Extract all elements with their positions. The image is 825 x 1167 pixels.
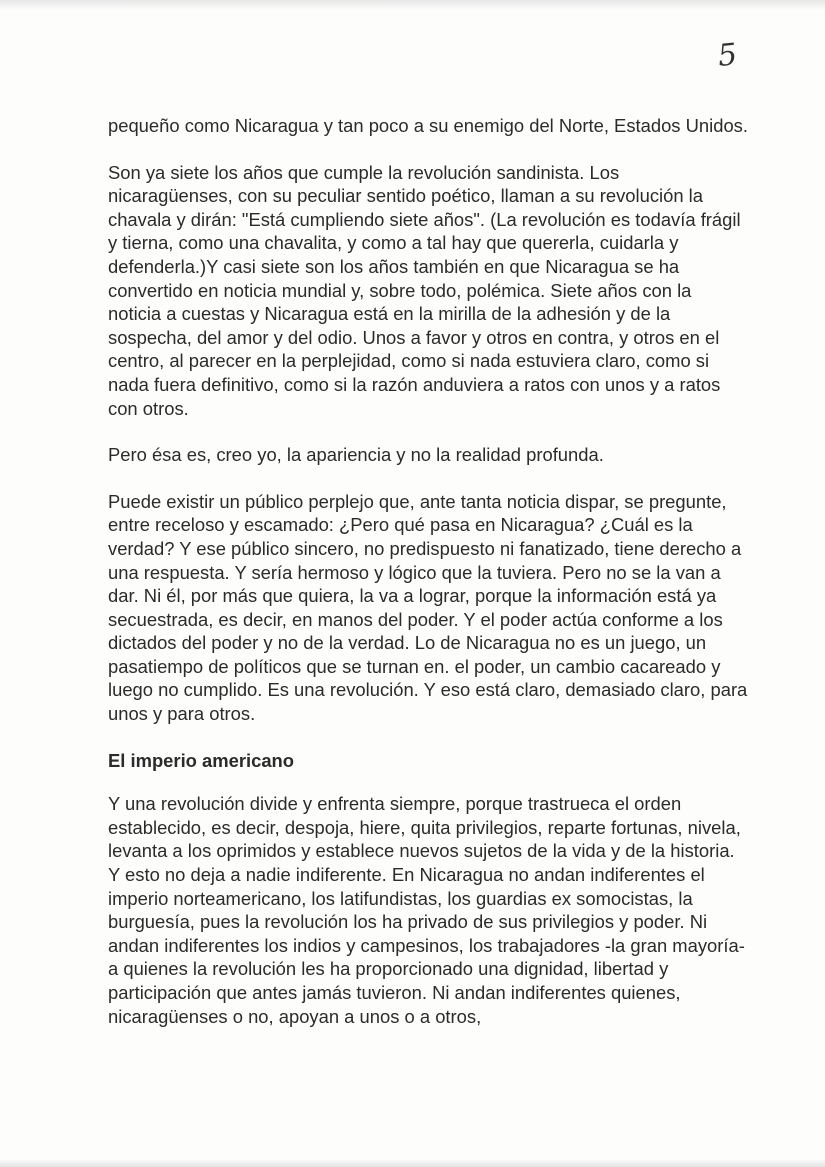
paragraph-seven-years: Son ya siete los años que cumple la revolución sandinista. Los nicaragüenses, con su peculiar sentido poético, llaman a su revolución la chavala y dirán: "Está cumpliendo siete años". (La revolución es todavía frágil y tierna, como una chavalita, y como a tal hay que quererla, cuidarla y defenderla.)Y casi siete son los años también en que Nicaragua se ha convertido en noticia mundial y, sobre todo, polémica. Siete años con la noticia a cuestas y Nicaragua está en la mirilla de la adhesión y de la sospecha, del amor y del odio. Unos a favor y otros en contra, y otros en el centro, al parecer en la perplejidad, como si nada estuviera claro, como si nada fuera definitivo, como si la razón anduviera a ratos con unos y a ratos con otros. [108, 161, 741, 419]
document-body [108, 114, 748, 1051]
page-number: 5 [716, 37, 739, 74]
scan-edge-bottom [0, 1159, 825, 1167]
paragraph-public: Puede existir un público perplejo que, ante tanta noticia dispar, se pregunte, entre receloso y escamado: ¿Pero qué pasa en Nicaragua? ¿Cuál es la verdad? Y ese público sincero, no predispuesto ni fanatizado, tiene derecho a una respuesta. Y sería hermoso y lógico que la tuviera. Pero no se la van a dar. Ni él, por más que quiera, la va a lograr, porque la información está ya secuestrada, es decir, en manos del poder. Y el poder actúa conforme a los dictados del poder y no de la verdad. Lo de Nicaragua no es un juego, un pasatiempo de políticos que se turnan en. el poder, un cambio cacareado y luego no cumplido. Es una revolución. Y eso está claro, demasiado claro, para unos y para otros. [108, 490, 748, 725]
paragraph-revolution-divides: Y una revolución divide y enfrenta siempre, porque trastrueca el orden establecido, es decir, despoja, hiere, quita privilegios, reparte fortunas, nivela, levanta a los oprimidos y establece nuevos sujetos de la vida y de la historia. Y esto no deja a nadie indiferente. En Nicaragua no andan indiferentes el imperio norteamericano, los latifundistas, los guardias ex somocistas, la burguesía, pues la revolución los ha privado de sus privilegios y poder. Ni andan indiferentes los indios y campesinos, los trabajadores -la gran mayoría- a quienes la revolución les ha proporcionado una dignidad, libertad y participación que antes jamás tuvieron. Ni andan indiferentes quienes, nicaragüenses o no, apoyan a unos o a otros, [108, 793, 745, 1027]
section-heading: El imperio americano [108, 749, 295, 771]
scan-edge-top [0, 0, 825, 10]
paragraph-continuation: pequeño como Nicaragua y tan poco a su enemigo del Norte, Estados Unidos. [108, 115, 748, 136]
paragraph-appearance: Pero ésa es, creo yo, la apariencia y no la realidad profunda. [108, 444, 604, 466]
